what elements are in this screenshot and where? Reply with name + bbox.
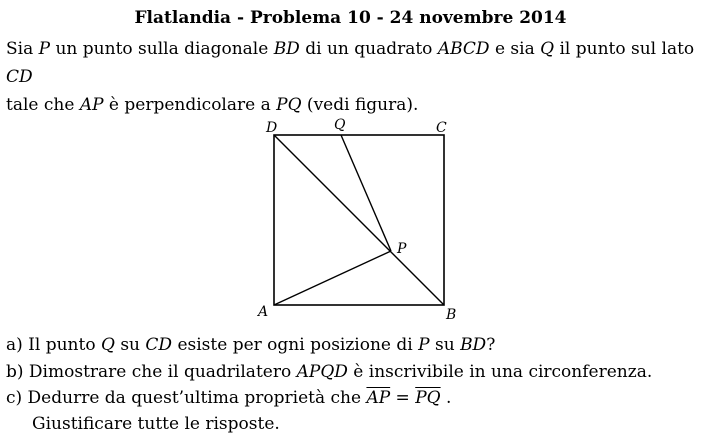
text: esiste per ogni posizione di	[172, 335, 419, 355]
math-P: P	[418, 335, 430, 355]
text: di un quadrato	[299, 39, 438, 59]
math-ABCD: ABCD	[437, 39, 490, 59]
problem-statement	[6, 35, 696, 119]
label-Q: Q	[334, 117, 346, 133]
text: tale che	[6, 95, 80, 115]
math-BD: BD	[460, 335, 487, 355]
math-CD: CD	[6, 67, 33, 87]
label-C: C	[436, 120, 447, 136]
equals-sign: =	[390, 388, 416, 408]
text: a) Il punto	[6, 335, 101, 355]
text: .	[440, 388, 452, 408]
text: e sia	[489, 39, 541, 59]
text: c) Dedurre da quest’ultima proprietà che	[6, 388, 367, 408]
text: b) Dimostrare che il quadrilatero	[6, 362, 297, 382]
text: ?	[486, 335, 496, 355]
math-P: P	[38, 39, 51, 59]
text: il punto sul lato	[554, 39, 695, 59]
math-AP: AP	[79, 95, 104, 115]
segment-PQ	[341, 135, 391, 251]
text: su	[114, 335, 146, 355]
label-B: B	[446, 307, 457, 323]
text: su	[429, 335, 461, 355]
question-a	[6, 335, 495, 355]
geometry-figure	[250, 110, 470, 325]
math-Q: Q	[100, 335, 115, 355]
question-b	[6, 362, 652, 382]
text: Sia	[6, 39, 39, 59]
instructions-note: Giustificare tutte le risposte.	[32, 414, 280, 434]
segment-AP	[274, 251, 391, 305]
label-D: D	[266, 120, 278, 136]
diagonal-BD	[274, 135, 444, 305]
math-PQ: PQ	[276, 95, 302, 115]
math-BD: BD	[273, 39, 300, 59]
label-A: A	[258, 304, 269, 320]
math-AP-overline: $\overline{AP}$	[366, 388, 391, 408]
math-PQ-overline: $\overline{PQ}$	[415, 388, 441, 408]
label-P: P	[397, 241, 407, 257]
math-Q: Q	[540, 39, 555, 59]
text: (vedi figura).	[301, 95, 419, 115]
problem-title: Flatlandia - Problema 10 - 24 novembre 2014	[134, 8, 567, 28]
text: è inscrivibile in una circonferenza.	[347, 362, 653, 382]
text: un punto sulla diagonale	[50, 39, 274, 59]
math-CD: CD	[145, 335, 173, 355]
text: è perpendicolare a	[103, 95, 277, 115]
math-APQD: APQD	[296, 362, 348, 382]
question-c	[6, 388, 451, 408]
